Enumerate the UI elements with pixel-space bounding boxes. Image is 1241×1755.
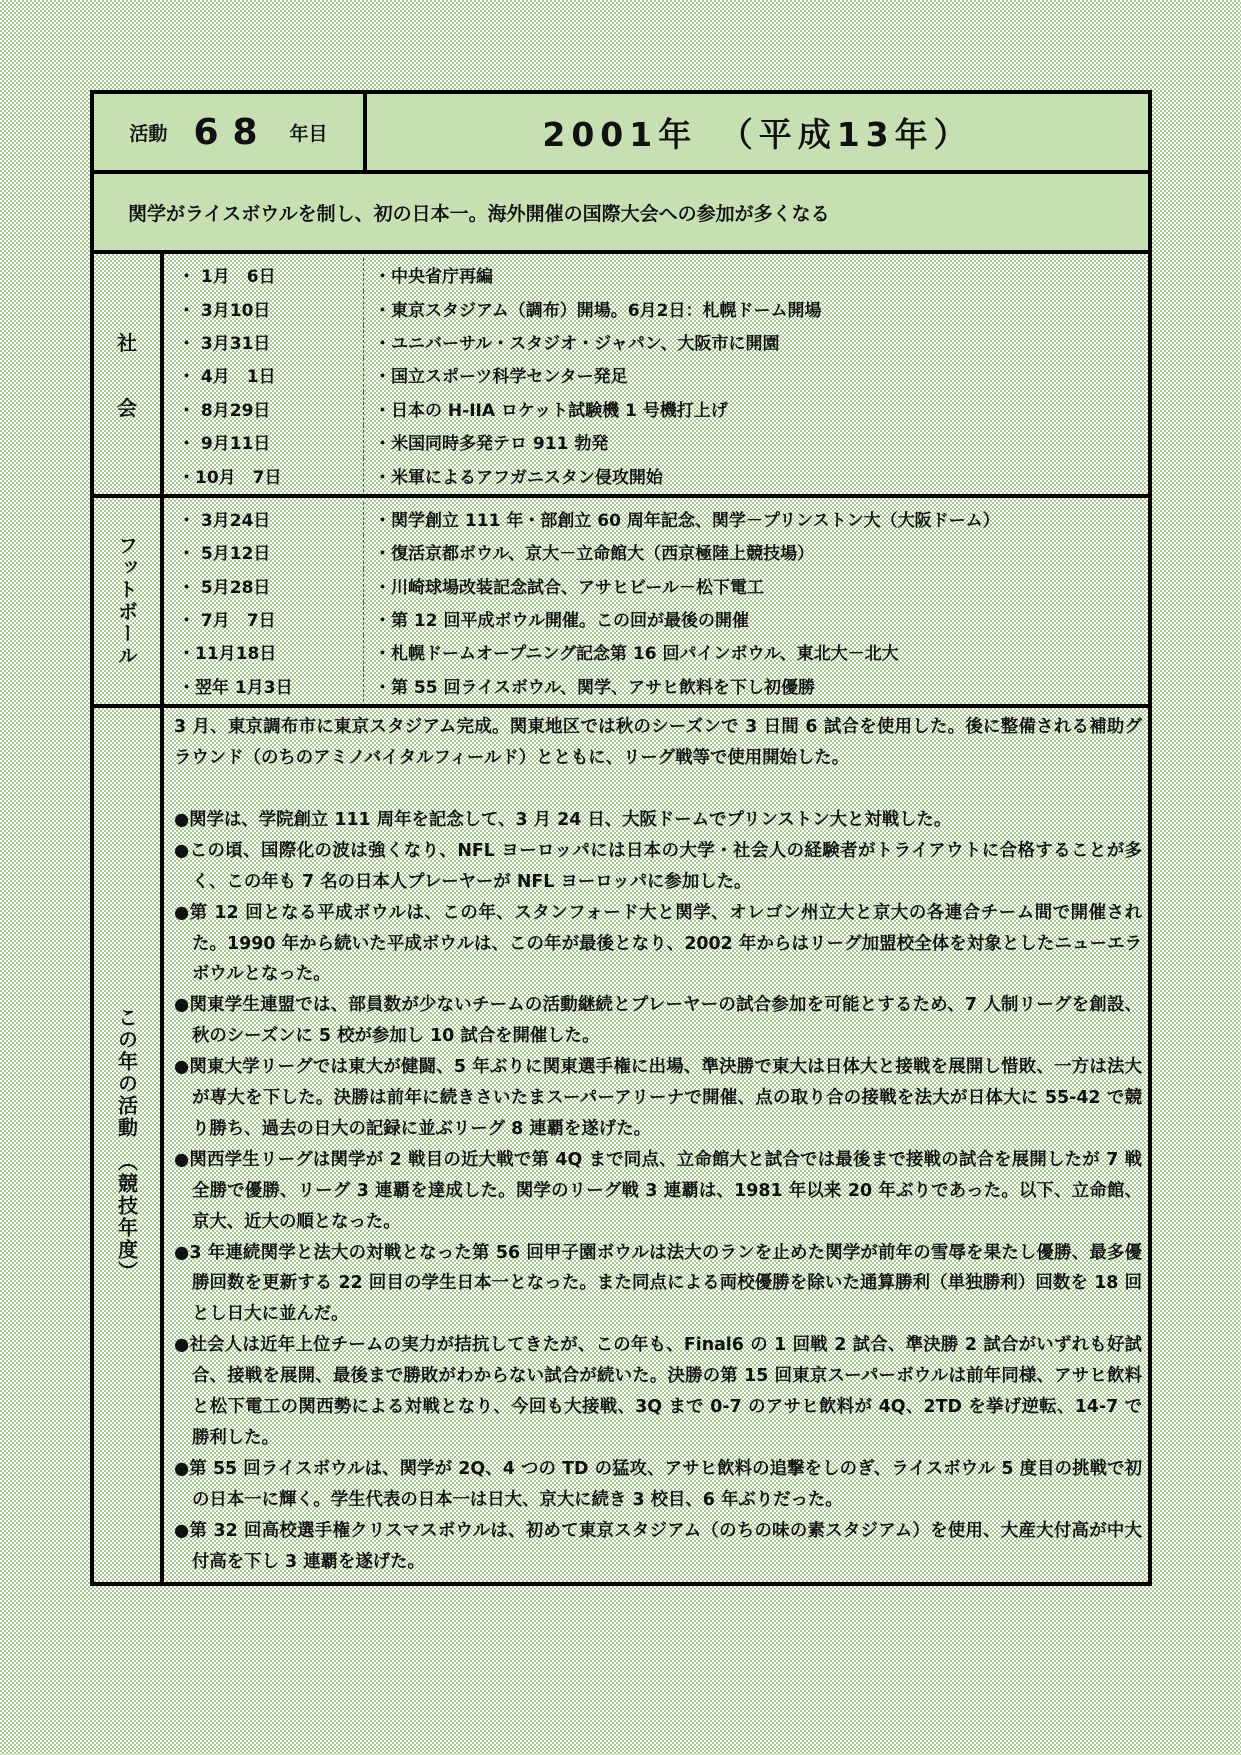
event-date: ・ 5月28日 — [164, 569, 364, 602]
header-row — [94, 94, 1148, 174]
event-text: ・中央省庁再編 — [374, 267, 493, 288]
event-row — [164, 325, 1148, 358]
society-events — [164, 254, 1148, 494]
activity-bullet: ●関西学生リーグは関学が 2 戦目の近大戦で第 4Q まで同点、立命館大と試合では最後まで接戦の試合を展開したが 7 戦全勝で優勝、リーグ 3 連覇を達成した。関学のリーグ戦 3 連覇は、1981 年以来 20 年ぶりであった。以下、立命館、京大、近大の順となった。 — [174, 1149, 1142, 1232]
football-label-cell — [94, 498, 164, 704]
event-text: ・第 12 回平成ボウル開催。この回が最後の開催 — [374, 611, 749, 632]
event-row — [164, 535, 1148, 568]
society-label-char: 会 — [117, 395, 137, 420]
activity-bullet: ●関東学生連盟では、部員数が少ないチームの活動継続とプレーヤーの試合参加を可能とするため、7 人制リーグを創設、秋のシーズンに 5 校が参加し 10 試合を開催した。 — [174, 995, 1142, 1047]
activity-suffix: 年目 — [289, 122, 328, 145]
activity-bullet: ●第 55 回ライスボウルは、関学が 2Q、4 つの TD の猛攻、アサヒ飲料の追撃をしのぎ、ライスボウル 5 度目の挑戦で初の日本一に輝く。学生代表の日本一は日大、京大に続き 3 校目、6 年ぶりだった。 — [174, 1458, 1142, 1510]
event-date: ・10月 7日 — [164, 458, 364, 491]
event-date: ・ 3月31日 — [164, 325, 364, 358]
event-date: ・ 3月24日 — [164, 502, 364, 535]
event-text: ・札幌ドームオープニング記念第 16 回パインボウル、東北大－北大 — [374, 644, 899, 665]
activity-label: 活動 — [129, 122, 168, 145]
event-date: ・ 8月29日 — [164, 392, 364, 425]
football-section — [94, 498, 1148, 708]
activity-bullet: ●社会人は近年上位チームの実力が拮抗してきたが、この年も、Final6 の 1 回戦 2 試合、準決勝 2 試合がいずれも好試合、接戦を展開、最後まで勝敗がわからない試合が続いた。決勝の第 15 回東京スーパーボウルは前年同様、アサヒ飲料と松下電工の関西勢による対戦となり、今回も大接戦、3Q まで 0-7 のアサヒ飲料が 4Q、2TD を挙げ逆転、14-7 で勝利した。 — [174, 1335, 1142, 1449]
event-row — [164, 669, 1148, 702]
event-date: ・ 4月 1日 — [164, 358, 364, 391]
event-text: ・日本の H-IIA ロケット試験機 1 号機打上げ — [374, 400, 728, 421]
year-title: 2001年 （平成13年） — [542, 114, 973, 154]
activities-label: この年の活動 （競技年度） — [114, 1006, 139, 1283]
society-label-char: 社 — [117, 330, 137, 355]
activities-section — [94, 708, 1148, 1581]
event-text: ・関学創立 111 年・部創立 60 周年記念、関学－プリンストン大（大阪ドーム） — [374, 510, 1000, 531]
activities-intro: 3 月、東京調布市に東京スタジアム完成。関東地区では秋のシーズンで 3 日間 6 試合を使用した。後に整備される補助グラウンド（のちのアミノバイタルフィールド）とともに、リーグ戦等で使用開始した。 — [174, 717, 1142, 768]
activity-bullet: ●この頃、国際化の波は強くなり、NFL ヨーロッパには日本の大学・社会人の経験者がトライアウトに合格することが多く、この年も 7 名の日本人プレーヤーが NFL ヨーロッパに参加した。 — [174, 840, 1142, 892]
activity-bullet: ●第 12 回となる平成ボウルは、この年、スタンフォード大と関学、オレゴン州立大と京大の各連合チーム間で開催された。1990 年から続いた平成ボウルは、この年が最後となり、2002 年からはリーグ加盟校全体を対象としたニューエラボウルとなった。 — [174, 902, 1142, 985]
event-row — [164, 502, 1148, 535]
event-text: ・米軍によるアフガニスタン侵攻開始 — [374, 467, 663, 488]
activities-body — [164, 708, 1148, 1581]
event-row — [164, 392, 1148, 425]
activity-bullet: ●3 年連続関学と法大の対戦となった第 56 回甲子園ボウルは法大のランを止めた関学が前年の雪辱を果たし優勝、最多優勝回数を更新する 22 回目の学生日本一となった。また同点による両校優勝を除いた通算勝利（単独勝利）回数を 18 回とし日大に並んだ。 — [174, 1242, 1142, 1325]
event-date: ・11月18日 — [164, 635, 364, 668]
event-text: ・ユニバーサル・スタジオ・ジャパン、大阪市に開園 — [374, 333, 780, 354]
activity-number: 68 — [193, 111, 272, 153]
event-row — [164, 458, 1148, 491]
event-row — [164, 569, 1148, 602]
year-theme: 関学がライスボウルを制し、初の日本一。海外開催の国際大会への参加が多くなる — [94, 174, 1148, 254]
yearbook-page-table — [90, 90, 1152, 1586]
event-row — [164, 258, 1148, 291]
event-text: ・復活京都ボウル、京大－立命館大（西京極陸上競技場） — [374, 544, 815, 565]
event-text: ・米国同時多発テロ 911 勃発 — [374, 434, 609, 455]
activity-bullet: ●関東大学リーグでは東大が健闘、5 年ぶりに関東選手権に出場、準決勝で東大は日体大と接戦を展開し惜敗、一方は法大が専大を下した。決勝は前年に続きさいたまスーパーアリーナで開催、点の取り合の接戦を法大が日体大に 55-42 で競り勝ち、過去の日大の記録に並ぶリーグ 8 連覇を遂げた。 — [174, 1057, 1142, 1139]
event-text: ・川崎球場改装記念試合、アサヒビール－松下電工 — [374, 577, 764, 598]
event-row — [164, 635, 1148, 668]
activity-bullet: ●第 32 回高校選手権クリスマスボウルは、初めて東京スタジアム（のちの味の素スタジアム）を使用、大産大付高が中大付高を下し 3 連覇を遂げた。 — [174, 1520, 1142, 1572]
event-text: ・第 55 回ライスボウル、関学、アサヒ飲料を下し初優勝 — [374, 677, 815, 698]
activities-label-cell — [94, 708, 164, 1581]
event-row — [164, 358, 1148, 391]
activity-bullet: ●関学は、学院創立 111 周年を記念して、3 月 24 日、大阪ドームでプリンストン大と対戦した。 — [174, 809, 952, 830]
activity-year-cell — [94, 94, 367, 170]
event-date: ・ 3月10日 — [164, 291, 364, 324]
event-date: ・ 9月11日 — [164, 425, 364, 458]
football-label: フットボール — [114, 534, 139, 667]
event-row — [164, 291, 1148, 324]
event-date: ・ 1月 6日 — [164, 258, 364, 291]
event-date: ・翌年 1月3日 — [164, 669, 364, 702]
event-row — [164, 602, 1148, 635]
event-date: ・ 7月 7日 — [164, 602, 364, 635]
society-section — [94, 254, 1148, 498]
paragraph-gap — [174, 774, 1142, 805]
football-events — [164, 498, 1148, 704]
event-text: ・国立スポーツ科学センター発足 — [374, 367, 628, 388]
event-date: ・ 5月12日 — [164, 535, 364, 568]
event-row — [164, 425, 1148, 458]
society-label — [94, 254, 164, 494]
event-text: ・東京スタジアム（調布）開場。6月2日：札幌ドーム開場 — [374, 300, 822, 321]
